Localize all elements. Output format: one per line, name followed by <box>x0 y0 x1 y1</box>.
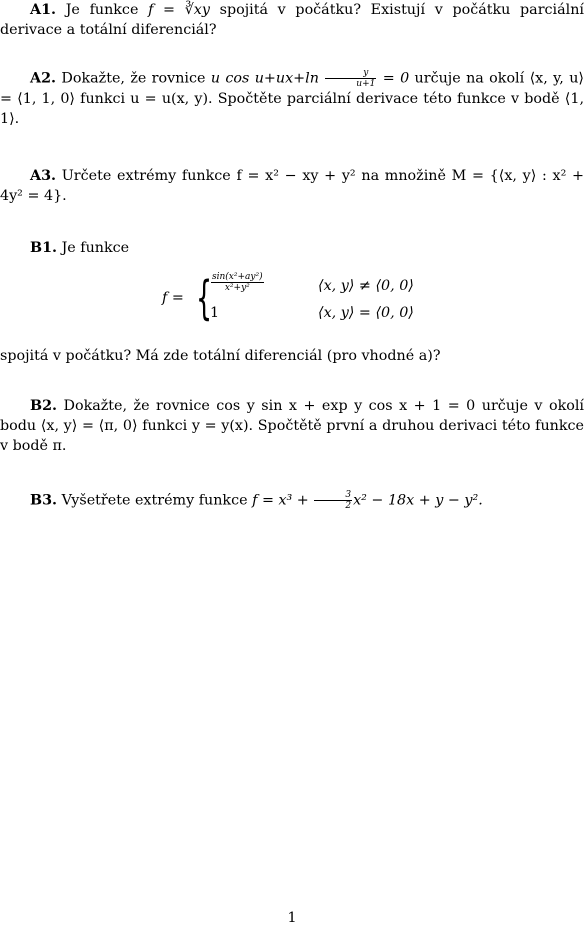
problem-a2-text <box>0 68 584 129</box>
problem-b1-text-after <box>0 346 584 366</box>
problem-b2 <box>0 396 584 456</box>
problem-a1-text <box>0 0 584 40</box>
problem-b3-formula-pre: f = x³ + <box>252 492 314 509</box>
problem-b1-text <box>0 238 584 258</box>
problem-a2-formula-post: = 0 <box>377 70 410 87</box>
problem-a2-formula-pre: u cos u+ux+ln <box>210 70 325 87</box>
problem-a2-fraction <box>325 68 376 89</box>
problem-b3-text-before: Vyšetřete extrémy funkce <box>61 492 253 509</box>
problem-a3-text <box>0 166 584 206</box>
piecewise-row-1-fraction <box>211 272 264 293</box>
problem-b1 <box>0 238 584 258</box>
problem-b3-label: B3. <box>30 492 58 509</box>
problem-b3-fraction <box>314 490 352 511</box>
problem-b3 <box>0 490 584 511</box>
problem-a1 <box>0 0 584 40</box>
piecewise-row-2-condition: ⟨x, y⟩ = ⟨0, 0⟩ <box>318 305 414 321</box>
problem-a3-label: A3. <box>30 168 57 184</box>
problem-b1-text-before: Je funkce <box>61 240 130 256</box>
problem-a2-label: A2. <box>30 70 57 87</box>
problem-b1-label: B1. <box>30 240 58 256</box>
problem-b1-continuation <box>0 346 584 366</box>
problem-a3 <box>0 166 584 206</box>
problem-a1-text-before: Je funkce <box>65 2 149 18</box>
problem-a1-text-after: spojitá v počátku? Existují v počátku parciální derivace a totální diferenciál? <box>0 2 584 38</box>
piecewise-row-2-value: 1 <box>210 305 220 321</box>
problem-b2-text <box>0 396 584 456</box>
problem-a2-frac-den: u+1 <box>356 79 376 89</box>
problem-b2-label: B2. <box>30 398 58 414</box>
problem-b3-frac-den: 2 <box>345 501 352 511</box>
problem-a2-text-before: Dokažte, že rovnice <box>61 70 211 87</box>
piecewise-row-1 <box>210 272 265 293</box>
problem-b3-formula-post: x² − 18x + y − y². <box>353 492 483 509</box>
piecewise-row-1-condition: ⟨x, y⟩ ≠ ⟨0, 0⟩ <box>318 278 414 294</box>
piecewise-brace: { <box>196 271 213 325</box>
piecewise-row-1-num: sin(x²+ay²) <box>212 272 263 282</box>
problem-a1-label: A1. <box>30 2 57 18</box>
problem-a2-frac-num: y <box>325 68 376 79</box>
problem-b3-frac-num: 3 <box>314 490 352 501</box>
problem-a2 <box>0 68 584 129</box>
problem-a1-formula: f = ∛xy <box>148 2 210 18</box>
problem-b1-after: spojitá v počátku? Má zde totální diferenciál (pro vhodné a)? <box>0 348 441 364</box>
problem-a3-body: Určete extrémy funkce f = x² − xy + y² na množině M = {⟨x, y⟩ : x² + 4y² = 4}. <box>0 168 584 204</box>
problem-a2-text-middle: určuje na okolí ⟨x, y, u⟩ = ⟨1, 1, 0⟩ funkci u = u(x, y). Spočtěte parciální derivace této funkce v bodě ⟨1, 1⟩. <box>0 70 584 127</box>
piecewise-lhs: f = <box>162 290 184 306</box>
problem-b3-text <box>0 490 584 511</box>
piecewise-row-1-den: x²+y² <box>224 283 250 293</box>
page-number: 1 <box>287 910 297 926</box>
problem-b2-body: Dokažte, že rovnice cos y sin x + exp y cos x + 1 = 0 určuje v okolí bodu ⟨x, y⟩ = ⟨π, 0⟩ funkci y = y(x). Spočtětě první a druhou derivaci této funkce v bodě π. <box>0 398 584 454</box>
